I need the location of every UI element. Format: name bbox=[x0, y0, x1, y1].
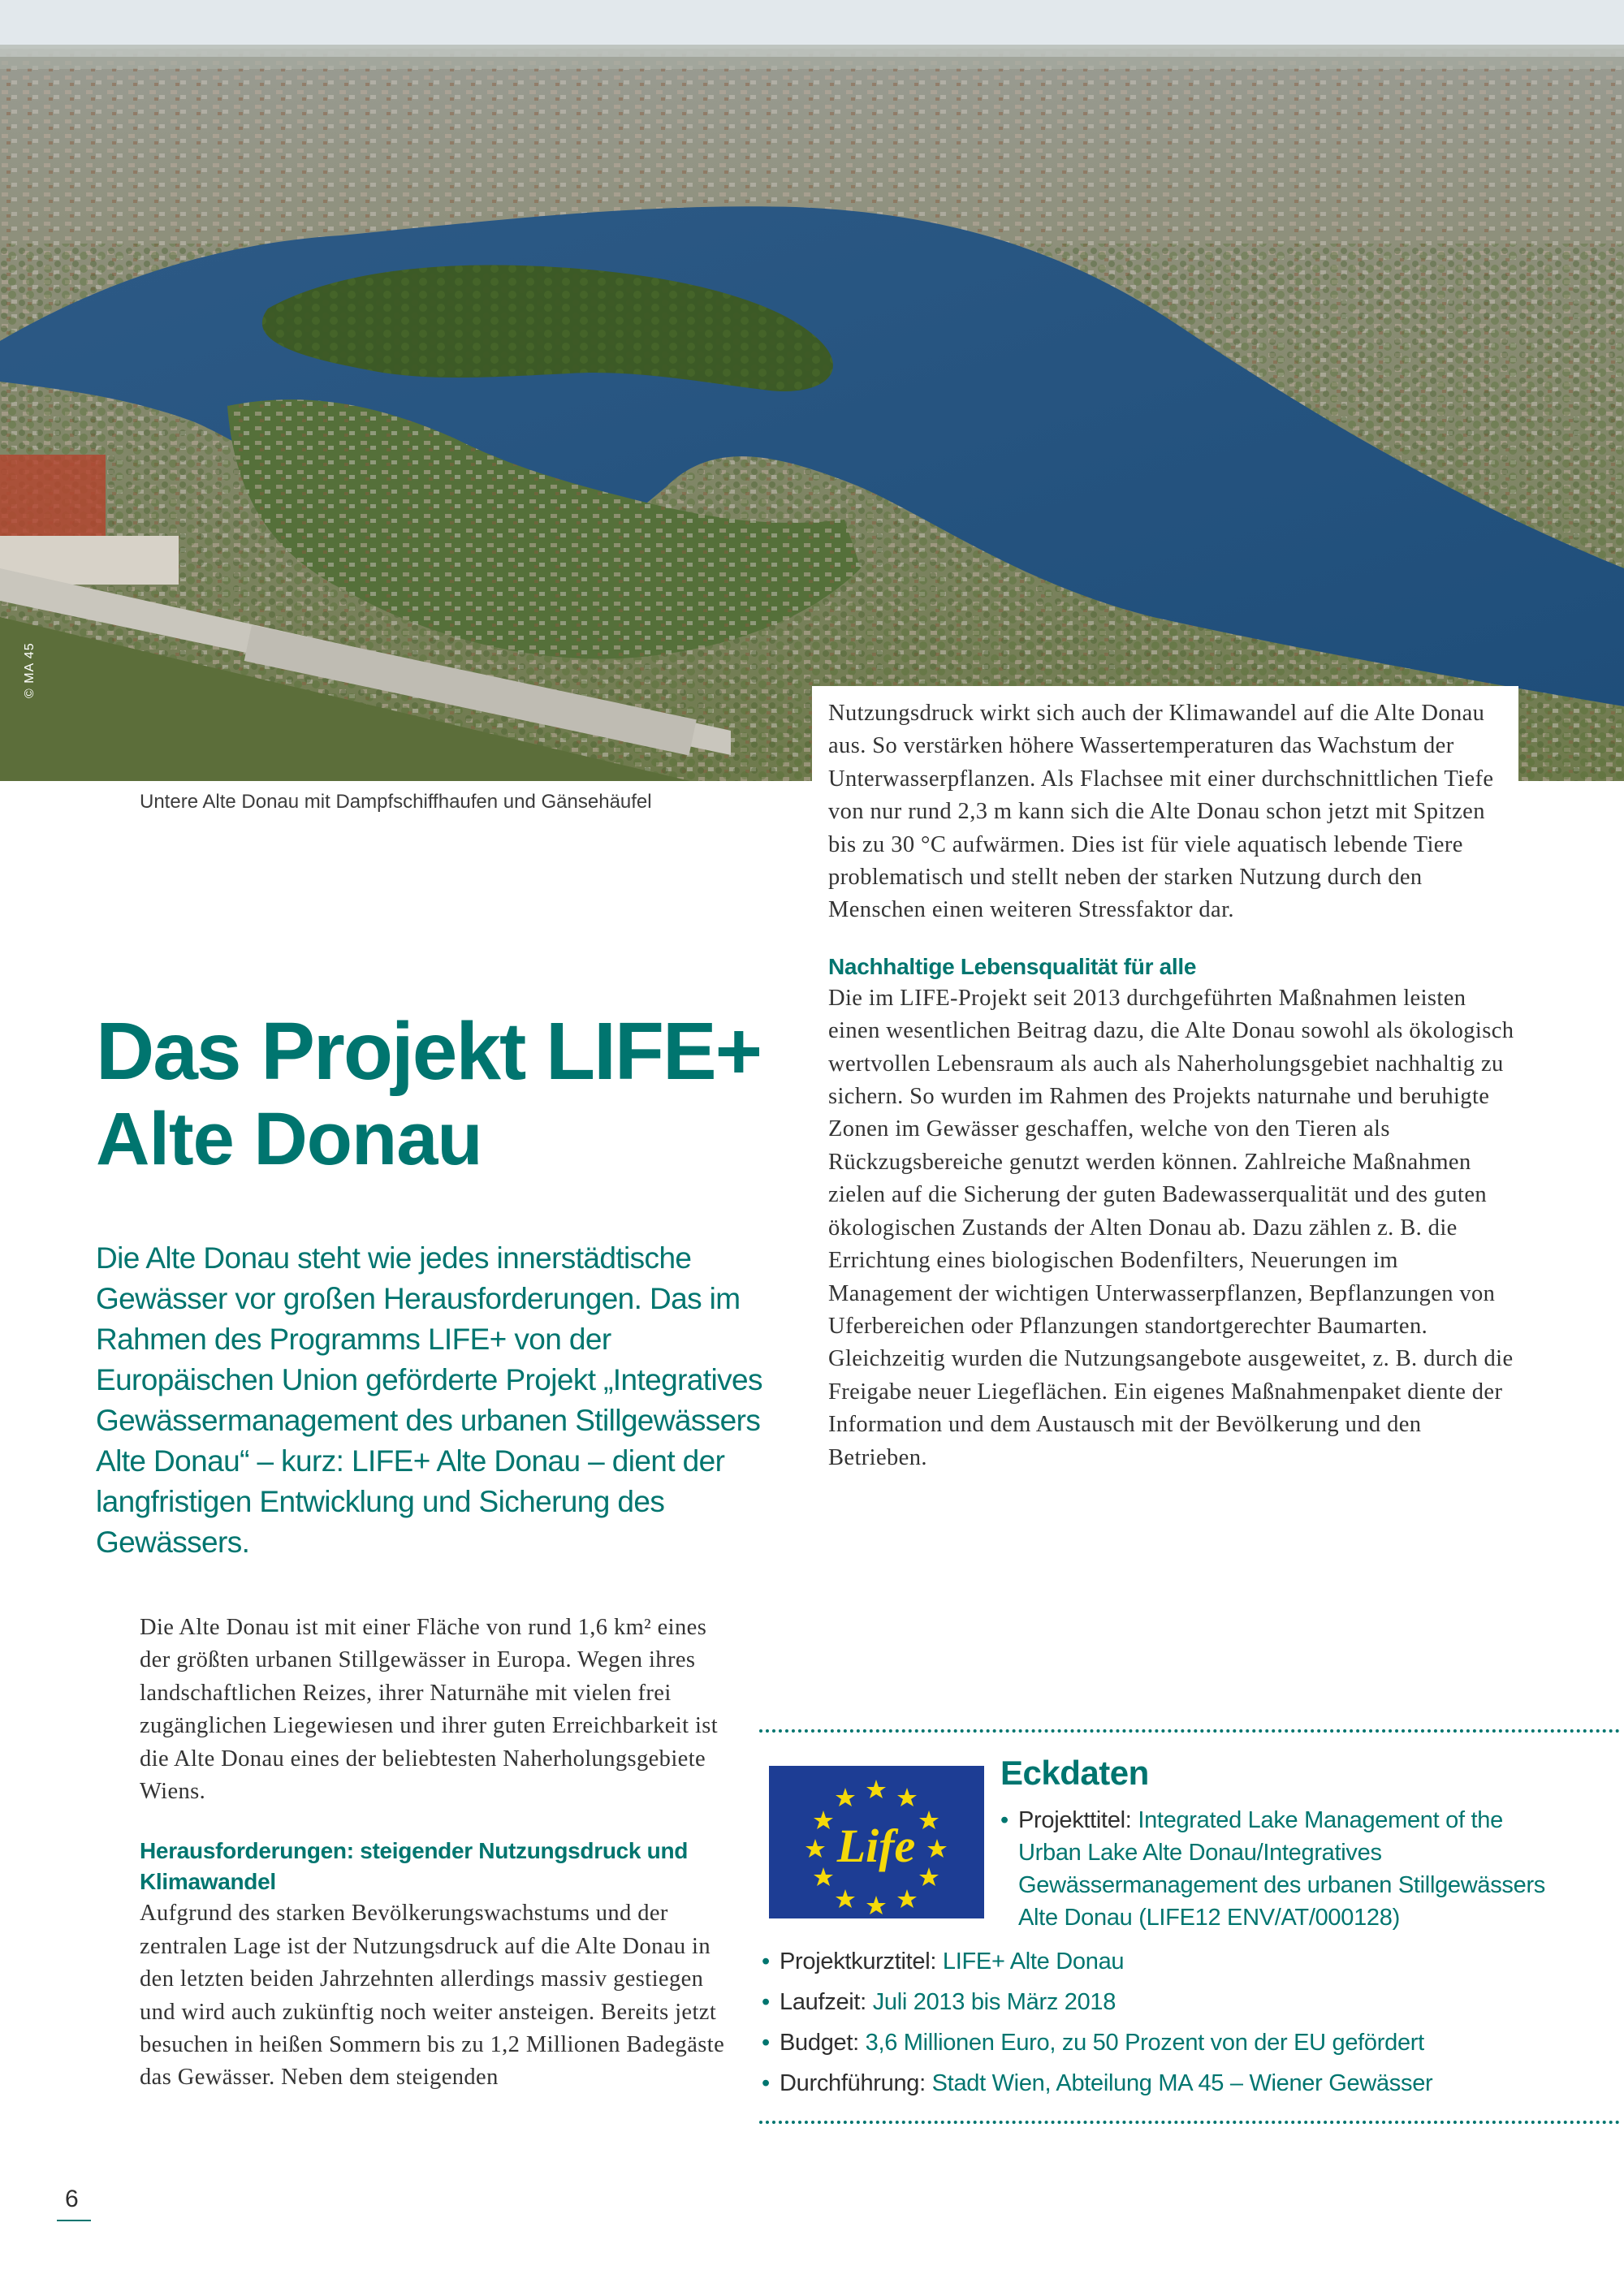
eckdaten-top-divider bbox=[759, 1729, 1620, 1733]
aerial-photo-illustration bbox=[0, 0, 1624, 781]
bullet-icon: • bbox=[762, 1949, 770, 1974]
photo-caption: Untere Alte Donau mit Dampfschiffhaufen und Gänsehäufel bbox=[140, 791, 652, 813]
section-heading-herausforderungen: Herausforderungen: steigender Nutzungsdruck und Klimawandel bbox=[140, 1838, 689, 1895]
right-column bbox=[812, 686, 1518, 1474]
eckdaten-heading: Eckdaten bbox=[1000, 1754, 1149, 1792]
fact-durchfuehrung bbox=[762, 2063, 1606, 2104]
life-logo-text: Life bbox=[836, 1819, 916, 1872]
left-column bbox=[140, 1612, 732, 2095]
life-logo-icon bbox=[769, 1766, 984, 1918]
aerial-photo bbox=[0, 0, 1624, 781]
fact-label: Laufzeit: bbox=[780, 1989, 866, 2015]
fact-label: Durchführung: bbox=[780, 2070, 926, 2096]
fact-laufzeit bbox=[762, 1982, 1606, 2022]
lead-paragraph: Die Alte Donau steht wie jedes innerstädtische Gewässer vor großen Herausforderungen. Das im Rahmen des Programms LIFE+ von der Europäischen Union geförderte Projekt „Integratives Gewässermanagement des urbanen Stillgewässers Alte Donau“ – kurz: LIFE+ Alte Donau – dient der langfristigen Entwicklung und Sicherung des Gewässers. bbox=[96, 1241, 762, 1559]
photo-credit: © MA 45 bbox=[23, 642, 37, 698]
life-eu-logo bbox=[769, 1766, 984, 1918]
section-body-lebensqualitaet: Die im LIFE-Projekt seit 2013 durchgeführten Maßnahmen leisten einen wesentlichen Beitrag dazu, die Alte Donau sowohl als ökologisch wertvollen Lebensraum als auch als Naherholungsgebiet nachhaltig zu sichern. So wurden im Rahmen des Projekts naturnahe und beruhigte Zonen im Gewässer geschaffen, welche von den Tieren als Rückzugsbereiche genutzt werden können. Zahlreiche Maßnahmen zielen auf die Sicherung der guten Badewasserqualität und des guten ökologischen Zustands der Alten Donau ab. Dazu zählen z. B. die Errichtung eines biologischen Bodenfilters, Neuerungen im Management der wichtigen Unterwasserpflanzen, Bepflanzungen von Uferbereichen oder Pflanzungen standortgerechter Baumarten. Gleichzeitig wurden die Nutzungsangebote ausgeweitet, z. B. durch die Freigabe neuer Liegeflächen. Ein eigenes Maßnahmenpaket diente der Information und dem Austausch mit der Bevölkerung und den Betrieben. bbox=[828, 985, 1514, 1470]
page-title bbox=[96, 1007, 761, 1182]
page-title-line2: Alte Donau bbox=[96, 1098, 482, 1180]
fact-value: Integrated Lake Management of the Urban Lake Alte Donau/Integratives Gewässermanagement des urbanen Stillgewässers Alte Donau (LIFE12 ENV/AT/000128) bbox=[1018, 1807, 1546, 1931]
fact-label: Budget: bbox=[780, 2030, 859, 2056]
fact-label: Projektkurztitel: bbox=[780, 1949, 937, 1974]
section-body-herausforderungen: Aufgrund des starken Bevölkerungswachstums und der zentralen Lage ist der Nutzungsdruck auf die Alte Donau in den letzten beiden Jahrzehnten allerdings massiv gestiegen und wird auch zukünftig noch weiter ansteigen. Bereits jetzt besuchen in heißen Sommern bis zu 1,2 Millionen Badegäste das Gewässer. Neben dem steigenden bbox=[140, 1901, 725, 2091]
fact-value: Stadt Wien, Abteilung MA 45 – Wiener Gewässer bbox=[931, 2070, 1433, 2096]
fact-value: LIFE+ Alte Donau bbox=[942, 1949, 1125, 1974]
intro-paragraph: Die Alte Donau ist mit einer Fläche von rund 1,6 km² eines der größten urbanen Stillgewässer in Europa. Wegen ihres landschaftlichen Reizes, ihrer Naturnähe mit vielen frei zugänglichen Liegewiesen und ihrer guten Erreichbarkeit ist die Alte Donau eines der beliebtesten Naherholungsgebiete Wiens. bbox=[140, 1615, 719, 1805]
fact-budget bbox=[762, 2022, 1606, 2063]
bullet-icon: • bbox=[762, 1989, 770, 2015]
fact-projektkurztitel bbox=[762, 1941, 1606, 1982]
section-heading-lebensqualitaet: Nachhaltige Lebensqualität für alle bbox=[828, 953, 1197, 979]
fact-projekttitel bbox=[1000, 1804, 1569, 1934]
eckdaten-list-top bbox=[1000, 1804, 1569, 1934]
page-number: 6 bbox=[65, 2186, 79, 2212]
page-title-line1: Das Projekt LIFE+ bbox=[96, 1006, 762, 1097]
bullet-icon: • bbox=[762, 2070, 770, 2096]
bullet-icon: • bbox=[762, 2030, 770, 2056]
fact-value: Juli 2013 bis März 2018 bbox=[872, 1989, 1116, 2015]
fact-label: Projekttitel: bbox=[1018, 1807, 1132, 1833]
fact-value: 3,6 Millionen Euro, zu 50 Prozent von der EU gefördert bbox=[865, 2030, 1424, 2056]
eckdaten-list-bottom bbox=[762, 1941, 1606, 2104]
page-number-underline bbox=[57, 2220, 91, 2221]
eckdaten-bottom-divider bbox=[759, 2121, 1620, 2124]
bullet-icon: • bbox=[1000, 1807, 1009, 1833]
right-intro-paragraph: Nutzungsdruck wirkt sich auch der Klimawandel auf die Alte Donau aus. So verstärken höhere Wassertemperaturen das Wachstum der Unterwasserpflanzen. Als Flachsee mit einer durchschnittlichen Tiefe von nur rund 2,3 m kann sich die Alte Donau schon jetzt mit Spitzen bis zu 30 °C aufwärmen. Dies ist für viele aquatisch lebende Tiere problematisch und stellt neben der starken Nutzung durch den Menschen einen weiteren Stressfaktor dar. bbox=[828, 701, 1494, 923]
